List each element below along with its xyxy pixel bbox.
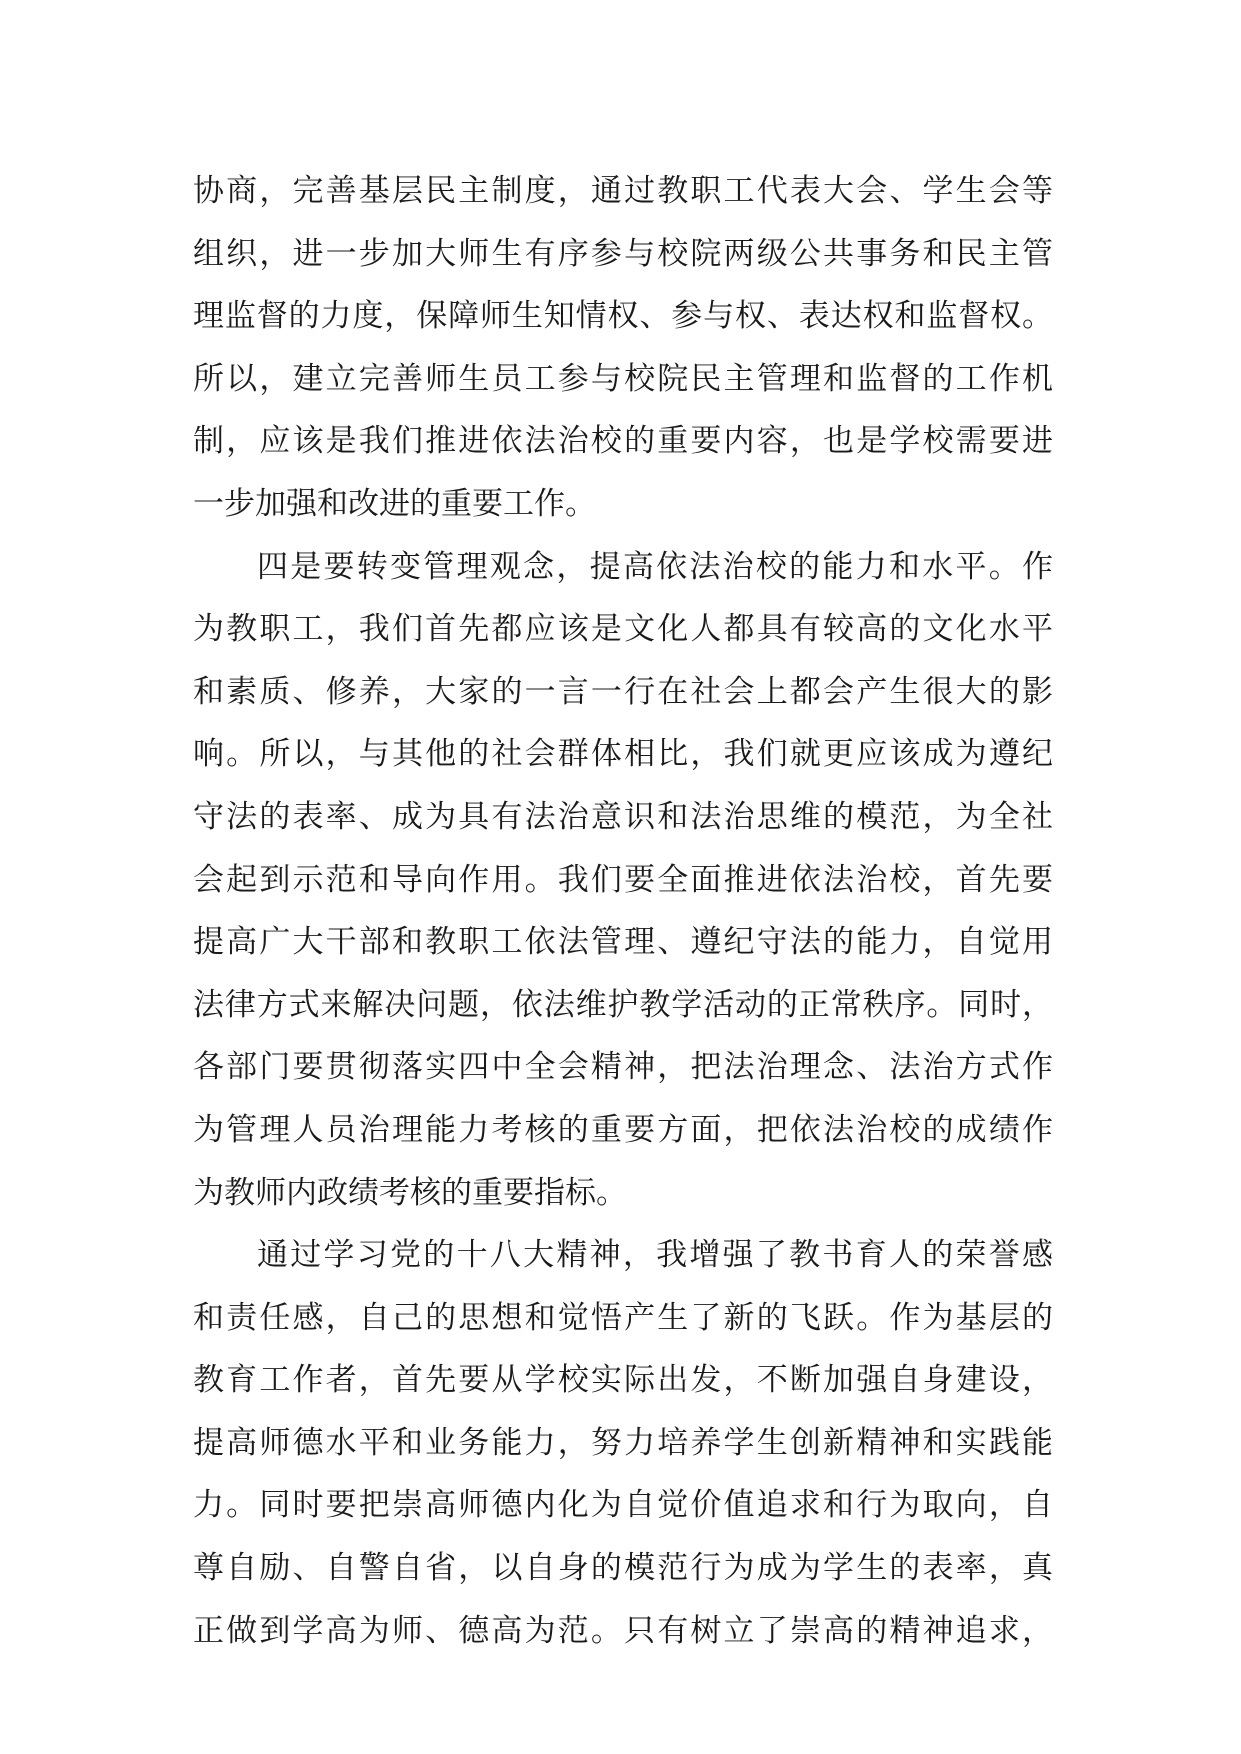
text-line: 协商，完善基层民主制度，通过教职工代表大会、学生会等 (193, 173, 1053, 209)
text-line: 为管理人员治理能力考核的重要方面，把依法治校的成绩作 (193, 1111, 1053, 1148)
text-line: 理监督的力度，保障师生知情权、参与权、表达权和监督权。 (193, 298, 1053, 335)
text-line: 一步加强和改进的重要工作。 (193, 485, 596, 522)
text-line: 会起到示范和导向作用。我们要全面推进依法治校，首先要 (193, 861, 1053, 898)
document-body (193, 160, 1053, 1662)
text-line: 力。同时要把崇高师德内化为自觉价值追求和行为取向，自 (193, 1487, 1053, 1524)
text-line: 四是要转变管理观念，提高依法治校的能力和水平。作 (257, 548, 1053, 585)
text-line: 所以，建立完善师生员工参与校院民主管理和监督的工作机 (193, 360, 1053, 397)
paragraph-2 (193, 536, 1053, 1225)
text-line: 响。所以，与其他的社会群体相比，我们就更应该成为遵纪 (193, 736, 1053, 773)
text-line: 教育工作者，首先要从学校实际出发，不断加强自身建设， (193, 1362, 1053, 1399)
text-line: 各部门要贯彻落实四中全会精神，把法治理念、法治方式作 (193, 1049, 1053, 1086)
text-line: 和责任感，自己的思想和觉悟产生了新的飞跃。作为基层的 (193, 1299, 1053, 1336)
text-line: 为教师内政绩考核的重要指标。 (193, 1174, 627, 1211)
text-line: 通过学习党的十八大精神，我增强了教书育人的荣誉感 (257, 1237, 1053, 1274)
text-line: 正做到学高为师、德高为范。只有树立了崇高的精神追求， (193, 1612, 1053, 1649)
paragraph-1 (193, 160, 1053, 536)
text-line: 组织，进一步加大师生有序参与校院两级公共事务和民主管 (193, 235, 1053, 272)
text-line: 提高广大干部和教职工依法管理、遵纪守法的能力，自觉用 (193, 924, 1053, 961)
text-line: 为教职工，我们首先都应该是文化人都具有较高的文化水平 (193, 611, 1053, 648)
text-line: 提高师德水平和业务能力，努力培养学生创新精神和实践能 (193, 1424, 1053, 1461)
text-line: 制，应该是我们推进依法治校的重要内容，也是学校需要进 (193, 423, 1053, 460)
text-line: 尊自励、自警自省，以自身的模范行为成为学生的表率，真 (193, 1550, 1053, 1587)
text-line: 和素质、修养，大家的一言一行在社会上都会产生很大的影 (193, 673, 1053, 710)
paragraph-3 (193, 1224, 1053, 1662)
text-line: 法律方式来解决问题，依法维护教学活动的正常秩序。同时， (193, 986, 1053, 1023)
text-line: 守法的表率、成为具有法治意识和法治思维的模范，为全社 (193, 798, 1053, 835)
